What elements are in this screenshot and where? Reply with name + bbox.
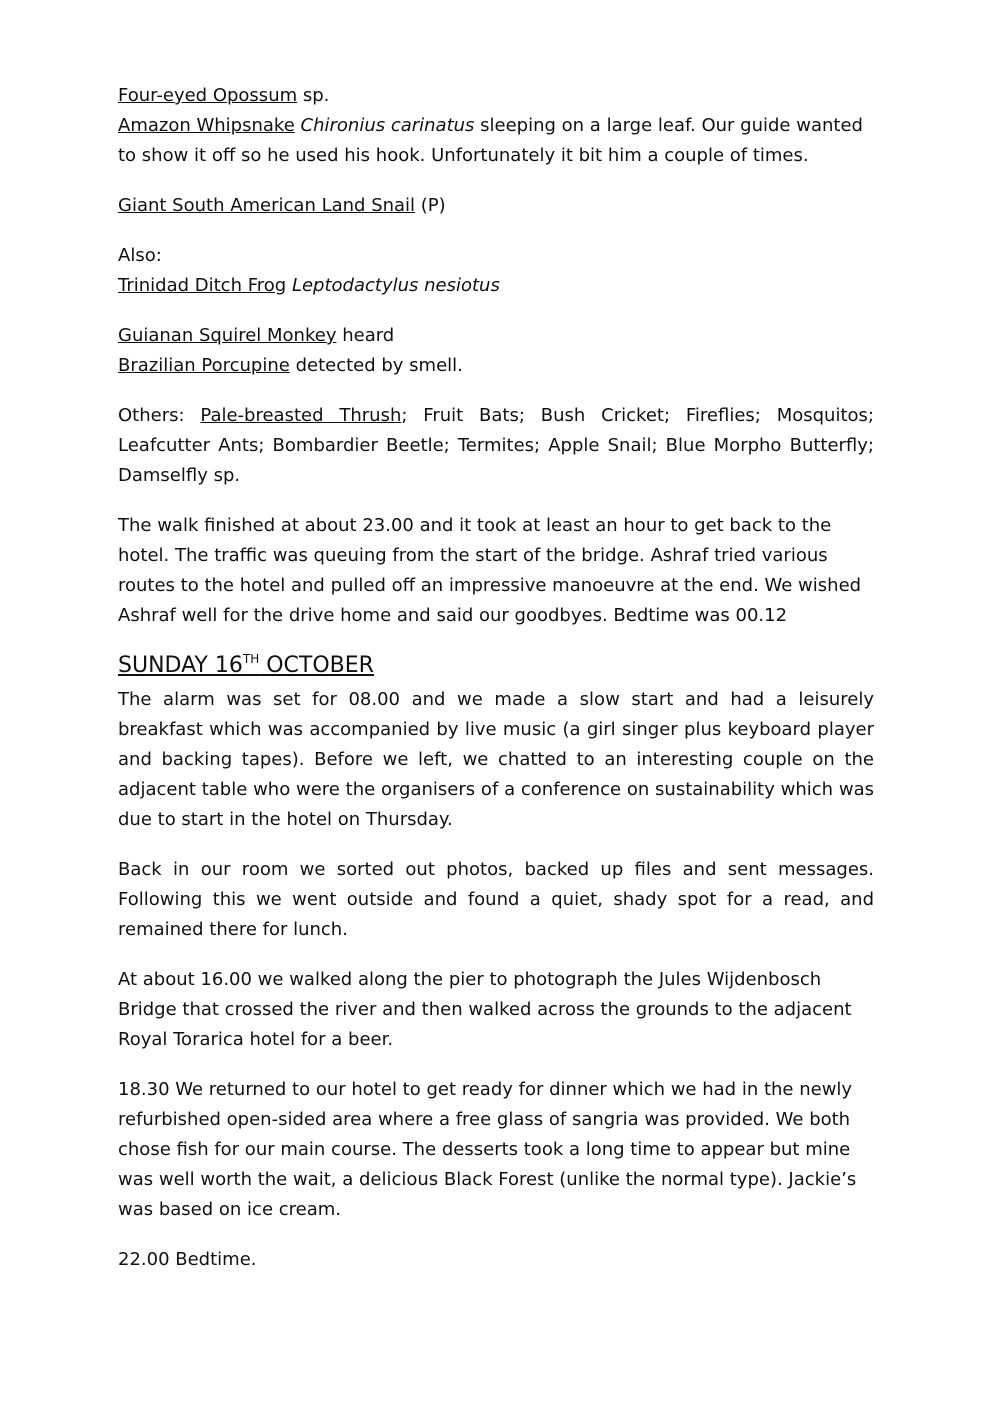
heading-text: OCTOBER [259, 653, 374, 678]
species-name: Amazon Whipsnake [118, 115, 295, 136]
text-run: detected by smell. [289, 355, 463, 376]
text-run: Others: [118, 405, 201, 426]
species-name: Trinidad Ditch Frog [118, 275, 287, 296]
paragraph-bedtime: 22.00 Bedtime. [118, 1249, 257, 1270]
heading-superscript: TH [242, 652, 260, 666]
paragraph-also [118, 241, 874, 301]
text-run: (P) [415, 195, 446, 216]
paragraph-others [118, 401, 874, 491]
paragraph-room: Back in our room we sorted out photos, backed up files and sent messages. Following this we went outside and found a quiet, shady spot for a read, and remained there for lunch. [118, 859, 874, 940]
paragraph-walk-finished: The walk finished at about 23.00 and it took at least an hour to get back to the hotel. The traffic was queuing from the start of the bridge. Ashraf tried various routes to the hotel and pulled off an impressive manoeuvre at the end. We wished Ashraf well for the drive home and said our goodbyes. Bedtime was 00.12 [118, 515, 862, 626]
heading-text: SUNDAY 16 [118, 653, 243, 678]
paragraph-breakfast: The alarm was set for 08.00 and we made a slow start and had a leisurely breakfast which was accompanied by live music (a girl singer plus keyboard player and backing tapes). Before we left, we chatted to an interesting couple on the adjacent table who were the organisers of a conference on sustainability which was due to start in the hotel on Thursday. [118, 689, 874, 830]
species-name: Guianan Squirel Monkey [118, 325, 337, 346]
latin-name: Chironius carinatus [300, 115, 475, 136]
text-run: heard [336, 325, 395, 346]
document-page [118, 81, 874, 1295]
section-heading [118, 651, 874, 681]
text-run: ; Fruit Bats; Bush Cricket; Fireflies; Mosquitos; Leafcutter Ants; Bombardier Beetle; Termites; Apple Snail; Blue Morpho Butterfly; Damselfly sp. [118, 405, 874, 486]
paragraph-land-snail [118, 191, 874, 221]
latin-name: Leptodactylus nesiotus [291, 275, 500, 296]
species-name: Pale-breasted Thrush [200, 405, 402, 426]
text-run: sleeping on a large leaf. Our guide wanted to show it off so he used his hook. Unfortunately it bit him a couple of times. [118, 115, 863, 166]
paragraph-pier: At about 16.00 we walked along the pier to photograph the Jules Wijdenbosch Bridge that crossed the river and then walked across the grounds to the adjacent Royal Torarica hotel for a beer. [118, 969, 852, 1050]
paragraph-opossum-whipsnake [118, 81, 874, 171]
paragraph-dinner: 18.30 We returned to our hotel to get ready for dinner which we had in the newly refurbished open-sided area where a free glass of sangria was provided. We both chose fish for our main course. The desserts took a long time to appear but mine was well worth the wait, a delicious Black Forest (unlike the normal type). Jackie’s was based on ice cream. [118, 1079, 857, 1220]
species-name: Brazilian Porcupine [118, 355, 290, 376]
species-name: Giant South American Land Snail [118, 195, 416, 216]
species-name: Four-eyed Opossum [118, 85, 298, 106]
also-label: Also: [118, 245, 162, 266]
text-run: sp. [297, 85, 330, 106]
paragraph-monkey-porcupine [118, 321, 874, 381]
